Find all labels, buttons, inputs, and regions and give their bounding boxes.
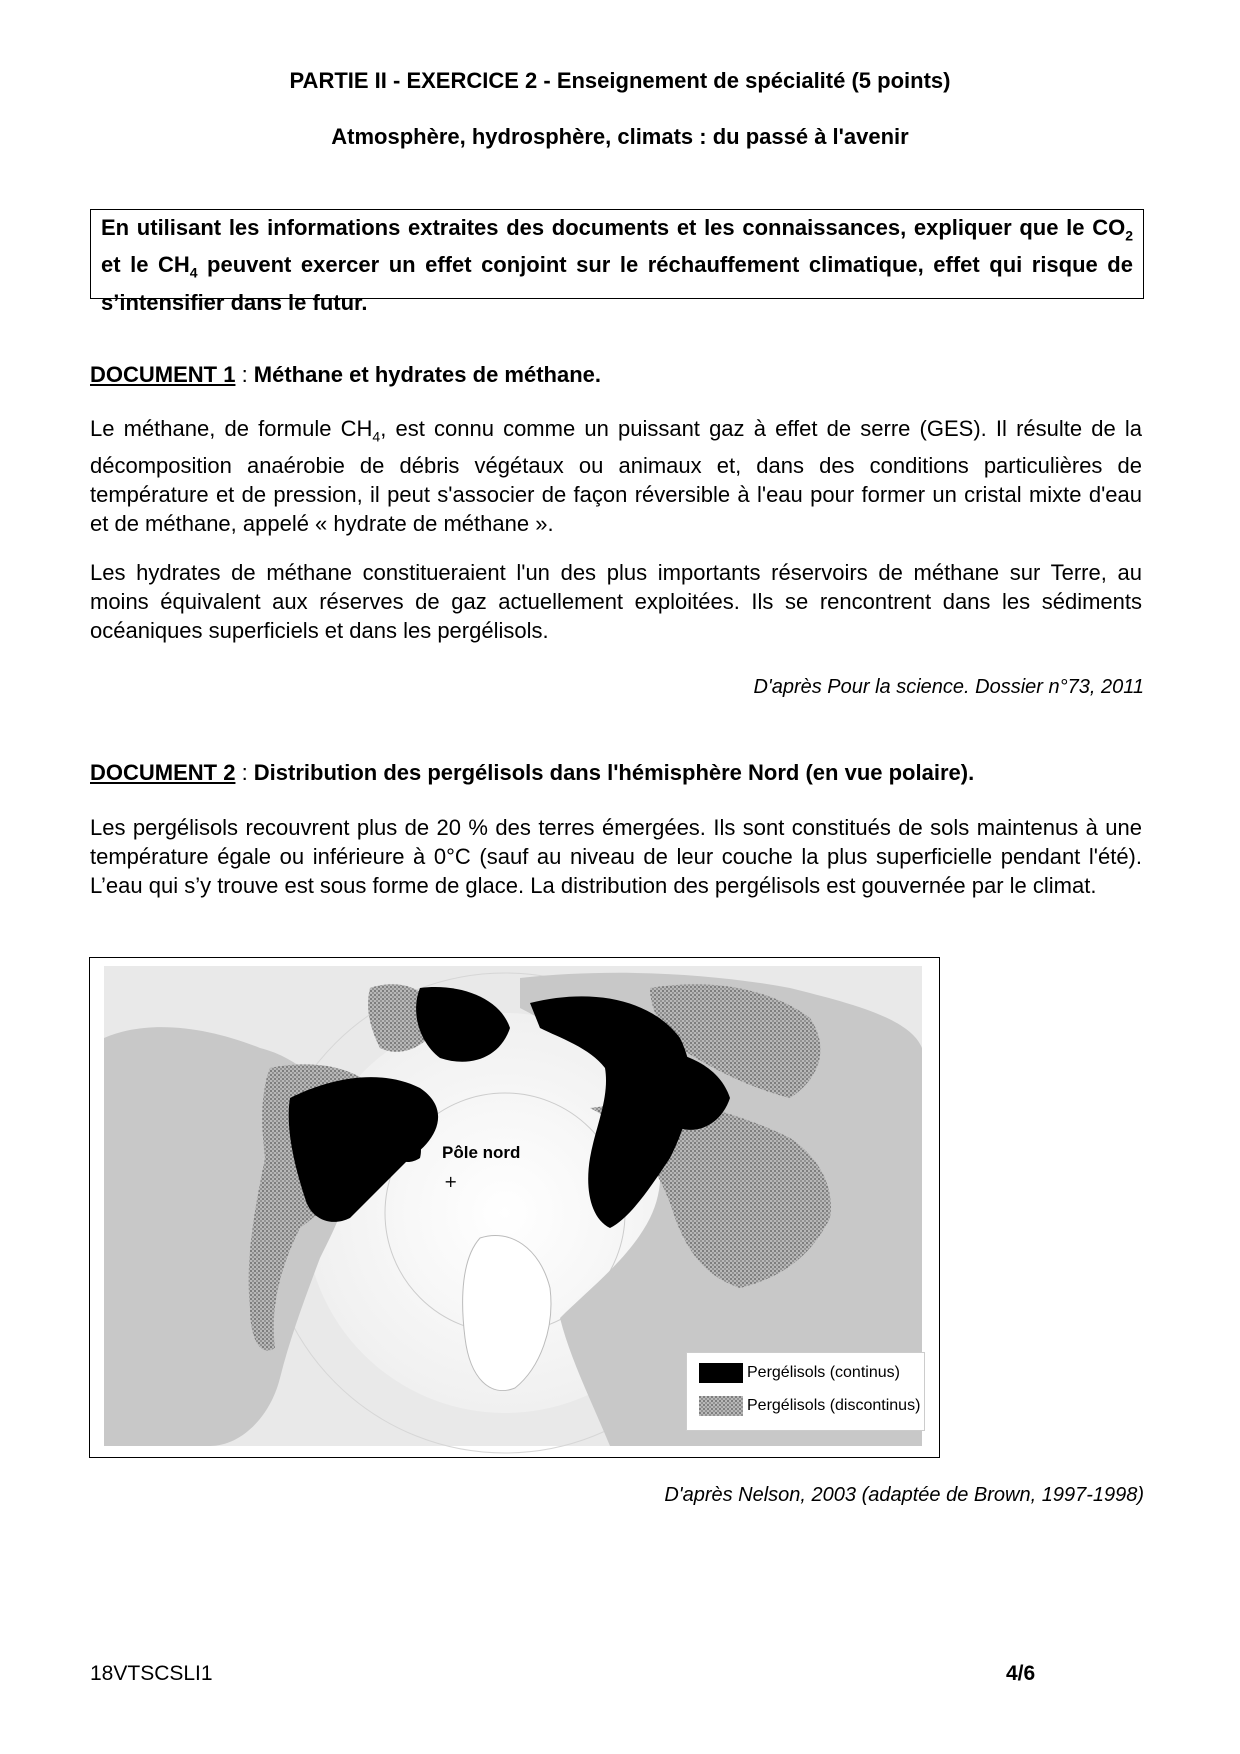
- footer-page-number: 4/6: [1006, 1662, 1036, 1685]
- north-pole-marker: +: [444, 1172, 458, 1191]
- question-box: [90, 209, 1144, 315]
- doc2-label: DOCUMENT 2: [90, 760, 236, 785]
- doc1-p1-b: , est connu comme un puissant gaz à effet de serre (GES). Il résulte de la décomposition anaérobie de débris végétaux ou animaux et, dans des conditions particulières de température et de pression, il peut s'associer de façon réversible à l'eau pour former un cristal mixte d'eau et de méthane, appelé « hydrate de méthane ».: [90, 416, 1142, 537]
- legend-continuous-swatch: [699, 1363, 743, 1383]
- doc1-paragraph-1: [90, 414, 1142, 538]
- doc1-p1-a: Le méthane, de formule CH: [90, 416, 373, 441]
- doc2-sep: :: [235, 760, 254, 785]
- doc1-source: D'après Pour la science. Dossier n°73, 2011: [753, 676, 1144, 698]
- question-text-2: et le CH: [101, 252, 190, 278]
- doc2-heading: [90, 760, 974, 786]
- doc1-label: DOCUMENT 1: [90, 362, 236, 387]
- question-sub-co2: 2: [1125, 227, 1133, 244]
- question-text-1: En utilisant les informations extraites des documents et les connaissances, expliquer que le CO: [101, 215, 1126, 240]
- doc2-title: Distribution des pergélisols dans l'hémisphère Nord (en vue polaire).: [253, 760, 975, 785]
- north-pole-label: Pôle nord: [442, 1143, 521, 1162]
- legend-continuous: [699, 1363, 900, 1383]
- exercise-title: PARTIE II - EXERCICE 2 - Enseignement de spécialité (5 points): [289, 68, 951, 93]
- legend-discontinuous-label: Pergélisols (discontinus): [747, 1397, 921, 1414]
- legend-discontinuous: [699, 1396, 920, 1416]
- legend-discontinuous-swatch: [699, 1396, 743, 1416]
- doc2-paragraph-1: Les pergélisols recouvrent plus de 20 % des terres émergées. Ils sont constitués de sols maintenus à une température égale ou inférieure à 0°C (sauf au niveau de leur couche la plus superficielle pendant l'été). L’eau qui s’y trouve est sous forme de glace. La distribution des pergélisols est gouvernée par le climat.: [90, 815, 1142, 898]
- footer-code: 18VTSCSLI1: [90, 1662, 213, 1685]
- doc1-heading: [90, 362, 601, 388]
- doc2-source: D'après Nelson, 2003 (adaptée de Brown, 1997-1998): [664, 1484, 1144, 1506]
- doc1-p1-sub: 4: [372, 428, 381, 445]
- legend-continuous-label: Pergélisols (continus): [747, 1364, 900, 1381]
- doc1-title: Méthane et hydrates de méthane.: [253, 362, 602, 387]
- exercise-subtitle: Atmosphère, hydrosphère, climats : du passé à l'avenir: [331, 124, 909, 149]
- doc1-sep: :: [235, 362, 254, 387]
- question-text-3: peuvent exercer un effet conjoint sur le réchauffement climatique, effet qui risque de s’intensifier dans le futur.: [101, 252, 1133, 315]
- doc1-paragraph-2: Les hydrates de méthane constitueraient l'un des plus importants réservoirs de méthane sur Terre, au moins équivalent aux réserves de gaz actuellement exploitées. Ils se rencontrent dans les sédiments océaniques superficiels et dans les pergélisols.: [90, 560, 1142, 643]
- question-sub-ch4: 4: [189, 264, 198, 281]
- map-legend: [686, 1352, 925, 1431]
